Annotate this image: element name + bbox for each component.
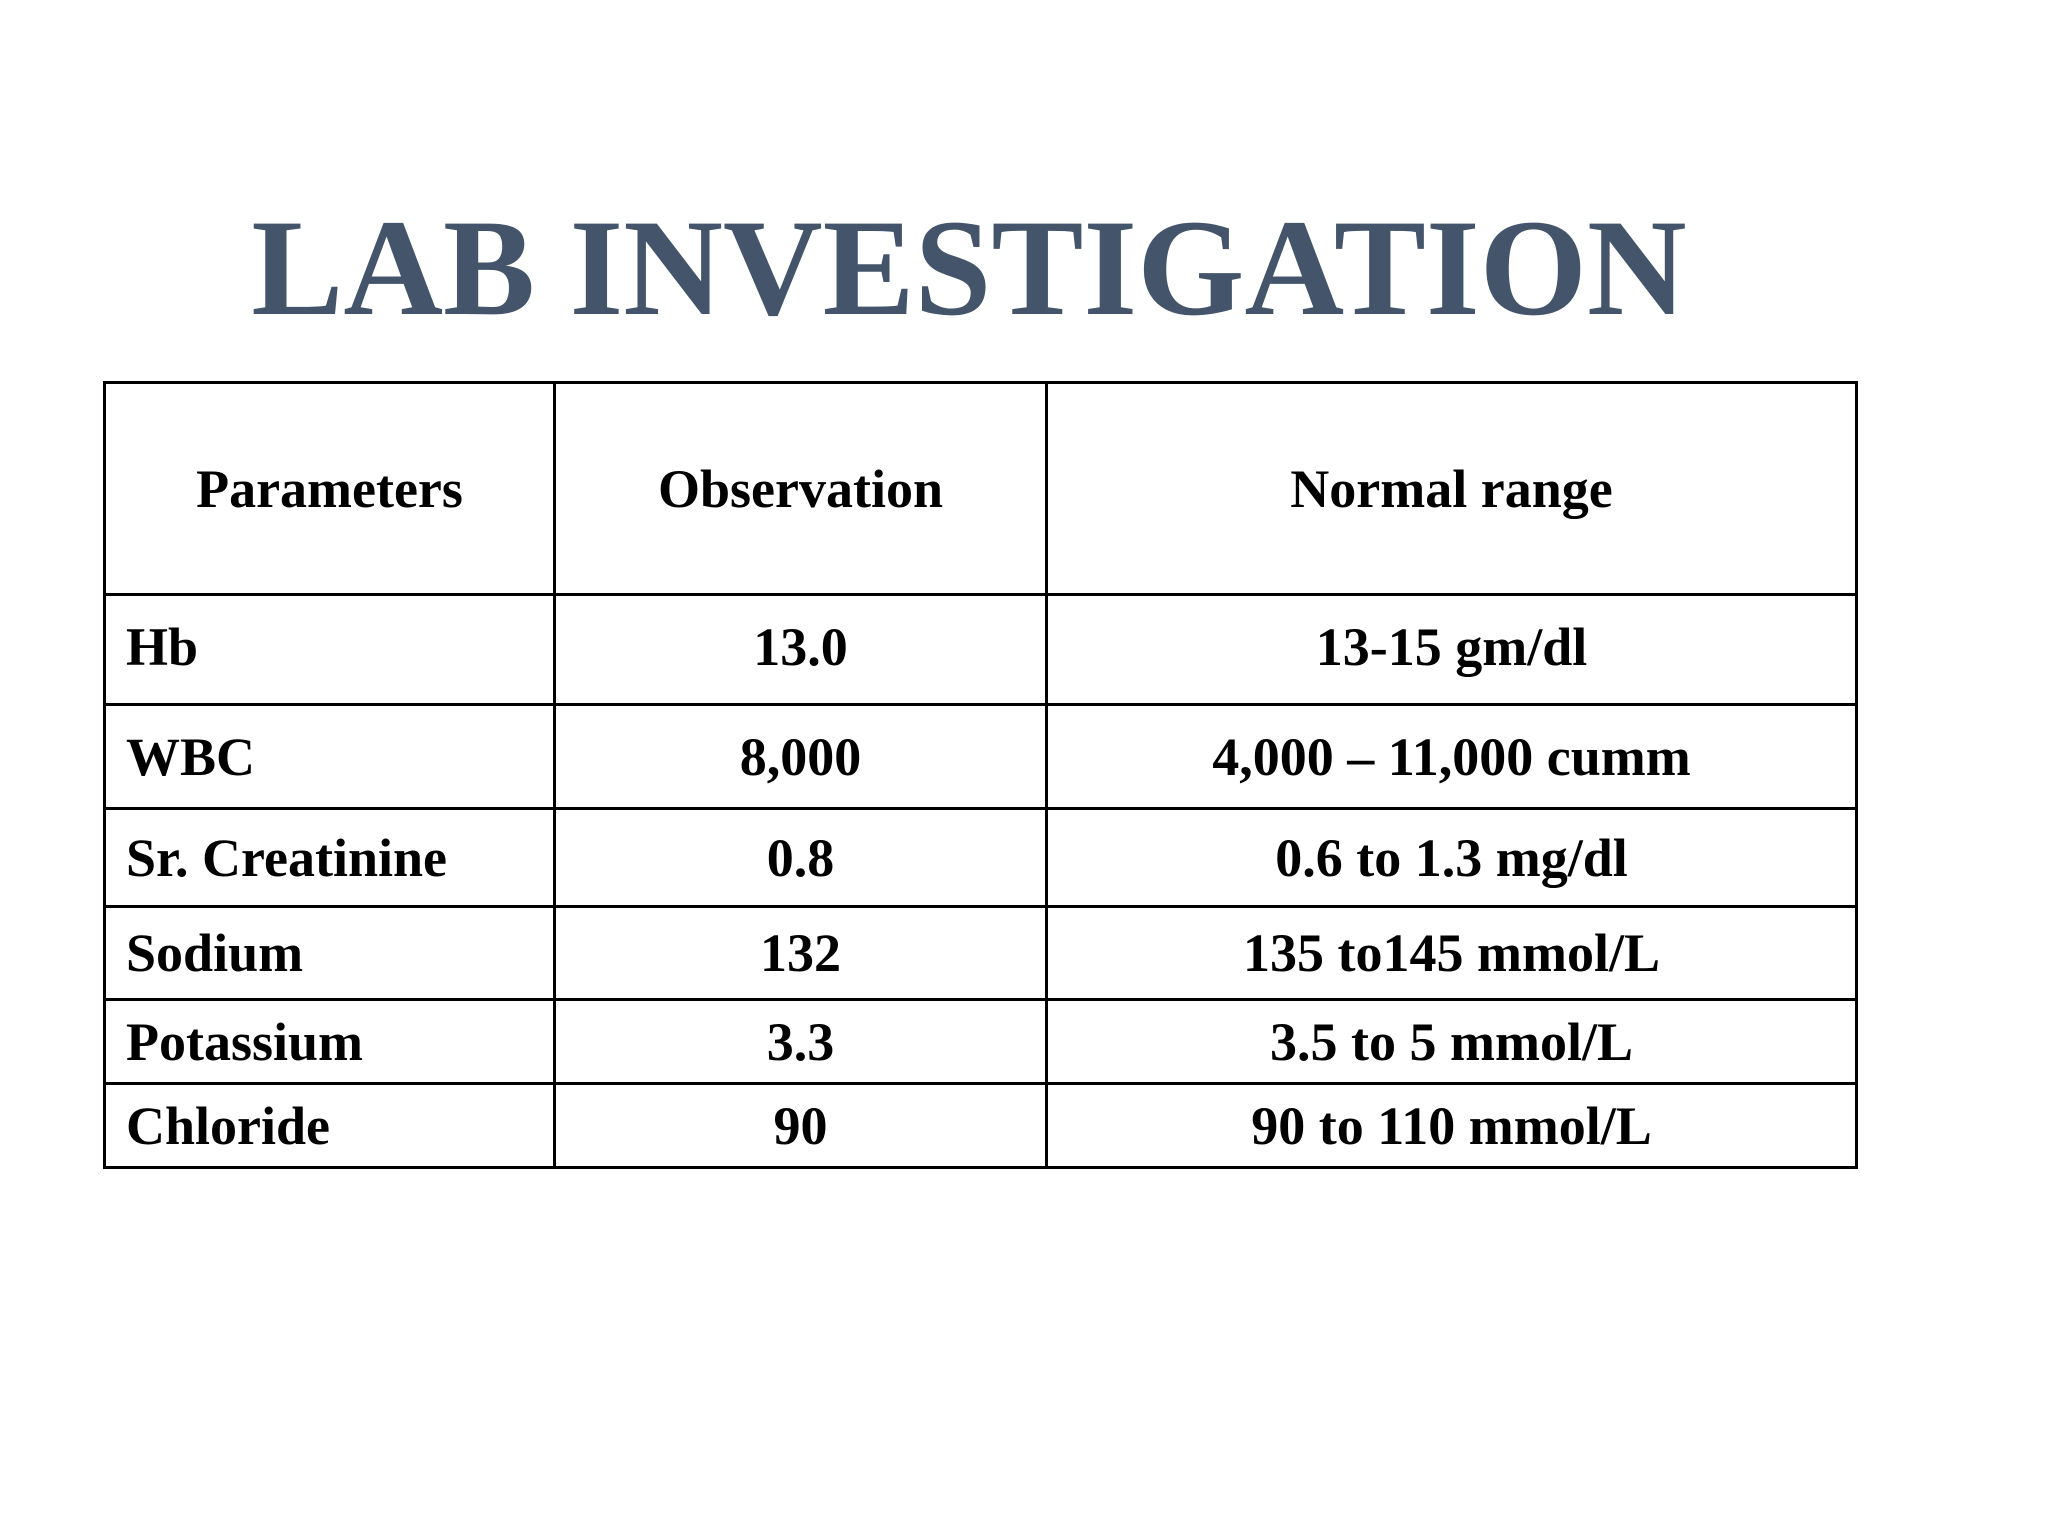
page-title: LAB INVESTIGATION: [251, 191, 1687, 344]
column-header-parameters: Parameters: [105, 383, 555, 595]
table-row: [105, 809, 1857, 907]
table-row: [105, 1000, 1857, 1084]
normal-range-cell: 0.6 to 1.3 mg/dl: [1047, 809, 1857, 907]
normal-range-cell: 13-15 gm/dl: [1047, 595, 1857, 705]
observation-cell: 132: [555, 907, 1047, 1000]
normal-range-cell: 4,000 – 11,000 cumm: [1047, 705, 1857, 809]
parameter-cell: WBC: [105, 705, 555, 809]
observation-cell: 8,000: [555, 705, 1047, 809]
normal-range-cell: 135 to145 mmol/L: [1047, 907, 1857, 1000]
parameter-cell: Potassium: [105, 1000, 555, 1084]
normal-range-cell: 3.5 to 5 mmol/L: [1047, 1000, 1857, 1084]
table-row: [105, 907, 1857, 1000]
table-row: [105, 705, 1857, 809]
table-row: [105, 595, 1857, 705]
table-header-row: [105, 383, 1857, 595]
observation-cell: 0.8: [555, 809, 1047, 907]
observation-cell: 13.0: [555, 595, 1047, 705]
column-header-observation: Observation: [555, 383, 1047, 595]
table-row: [105, 1084, 1857, 1168]
column-header-normal-range: Normal range: [1047, 383, 1857, 595]
parameter-cell: Hb: [105, 595, 555, 705]
parameter-cell: Sr. Creatinine: [105, 809, 555, 907]
observation-cell: 90: [555, 1084, 1047, 1168]
observation-cell: 3.3: [555, 1000, 1047, 1084]
parameter-cell: Sodium: [105, 907, 555, 1000]
normal-range-cell: 90 to 110 mmol/L: [1047, 1084, 1857, 1168]
parameter-cell: Chloride: [105, 1084, 555, 1168]
lab-investigation-table: [103, 381, 1858, 1169]
